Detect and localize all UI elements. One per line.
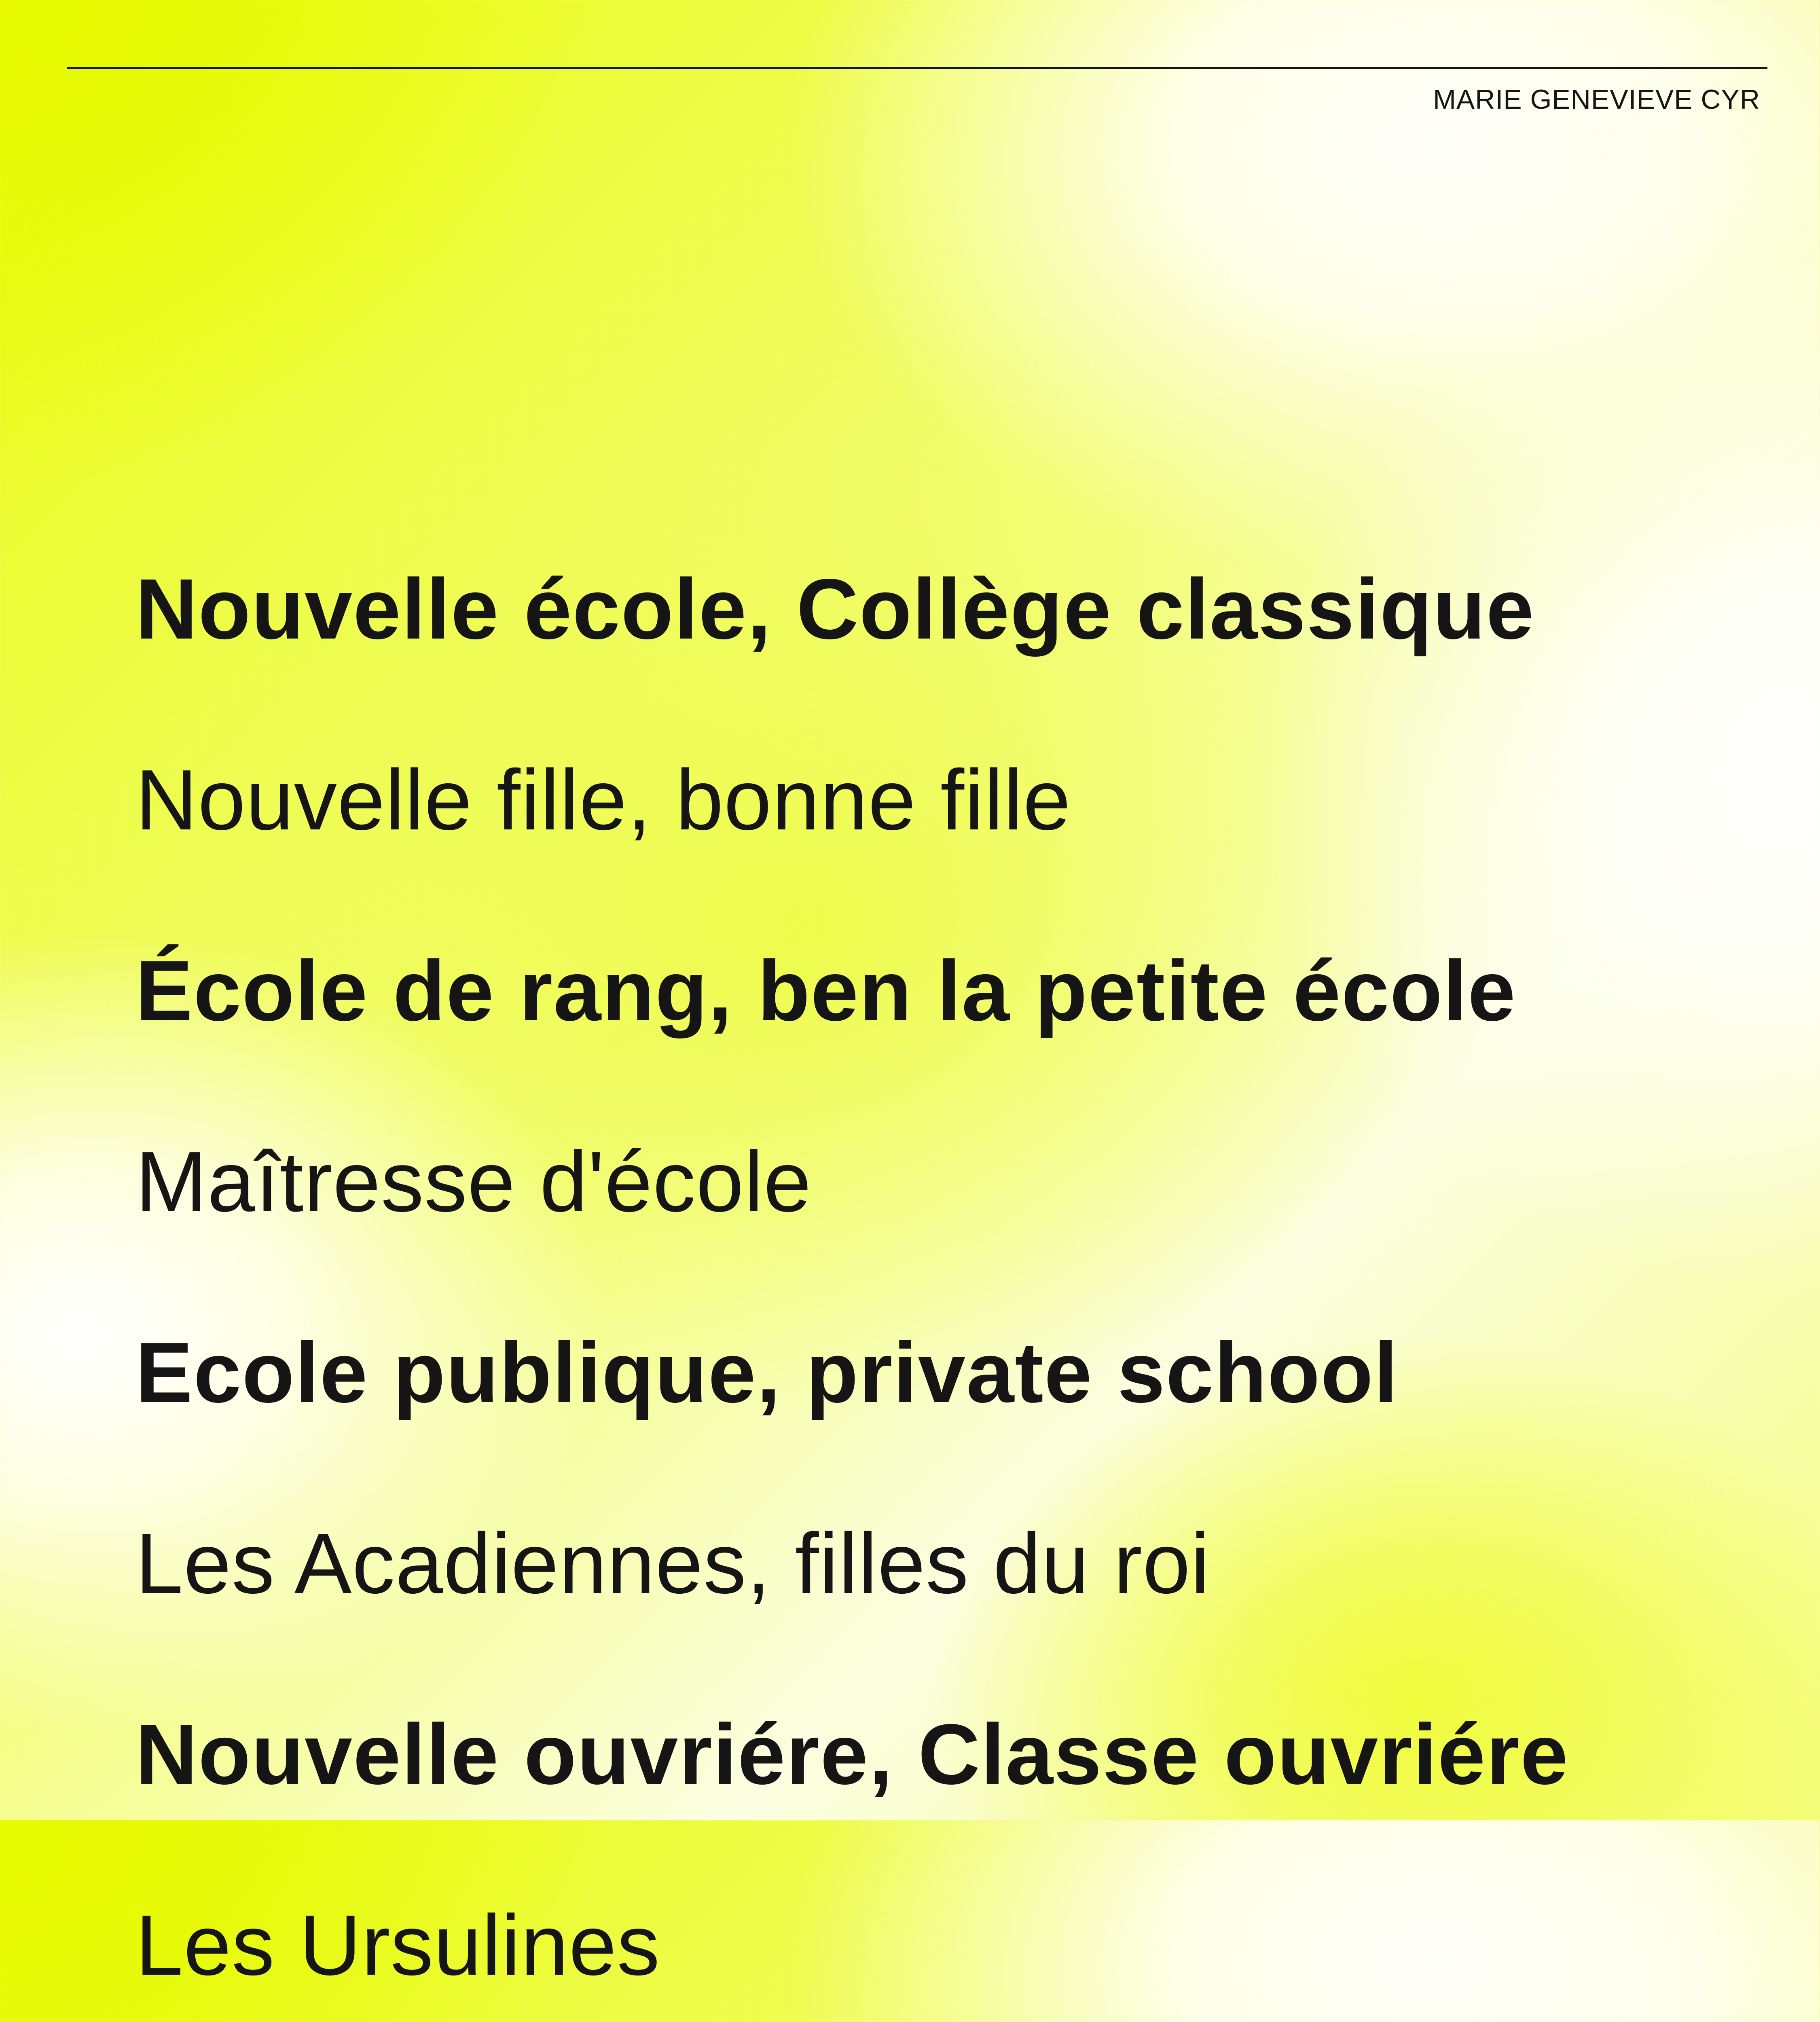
poem-line: École de rang, ben la petite école [135,943,1516,1038]
poem-line: Nouvelle ouvriére, Classe ouvriére [135,1706,1569,1802]
poem-line: Nouvelle école, Collège classique [135,561,1535,657]
poem-line: Ecole publique, private school [135,1324,1399,1420]
poem-line: Les Ursulines [135,1897,660,1993]
poem-line: Maîtresse d'école [135,1134,812,1229]
top-rule [67,67,1767,69]
poem [135,514,1794,2022]
author-name: MARIE GENEVIEVE CYR [1433,84,1760,115]
poem-line: Nouvelle fille, bonne fille [135,752,1071,848]
poem-line: Les Acadiennes, filles du roi [135,1515,1211,1611]
